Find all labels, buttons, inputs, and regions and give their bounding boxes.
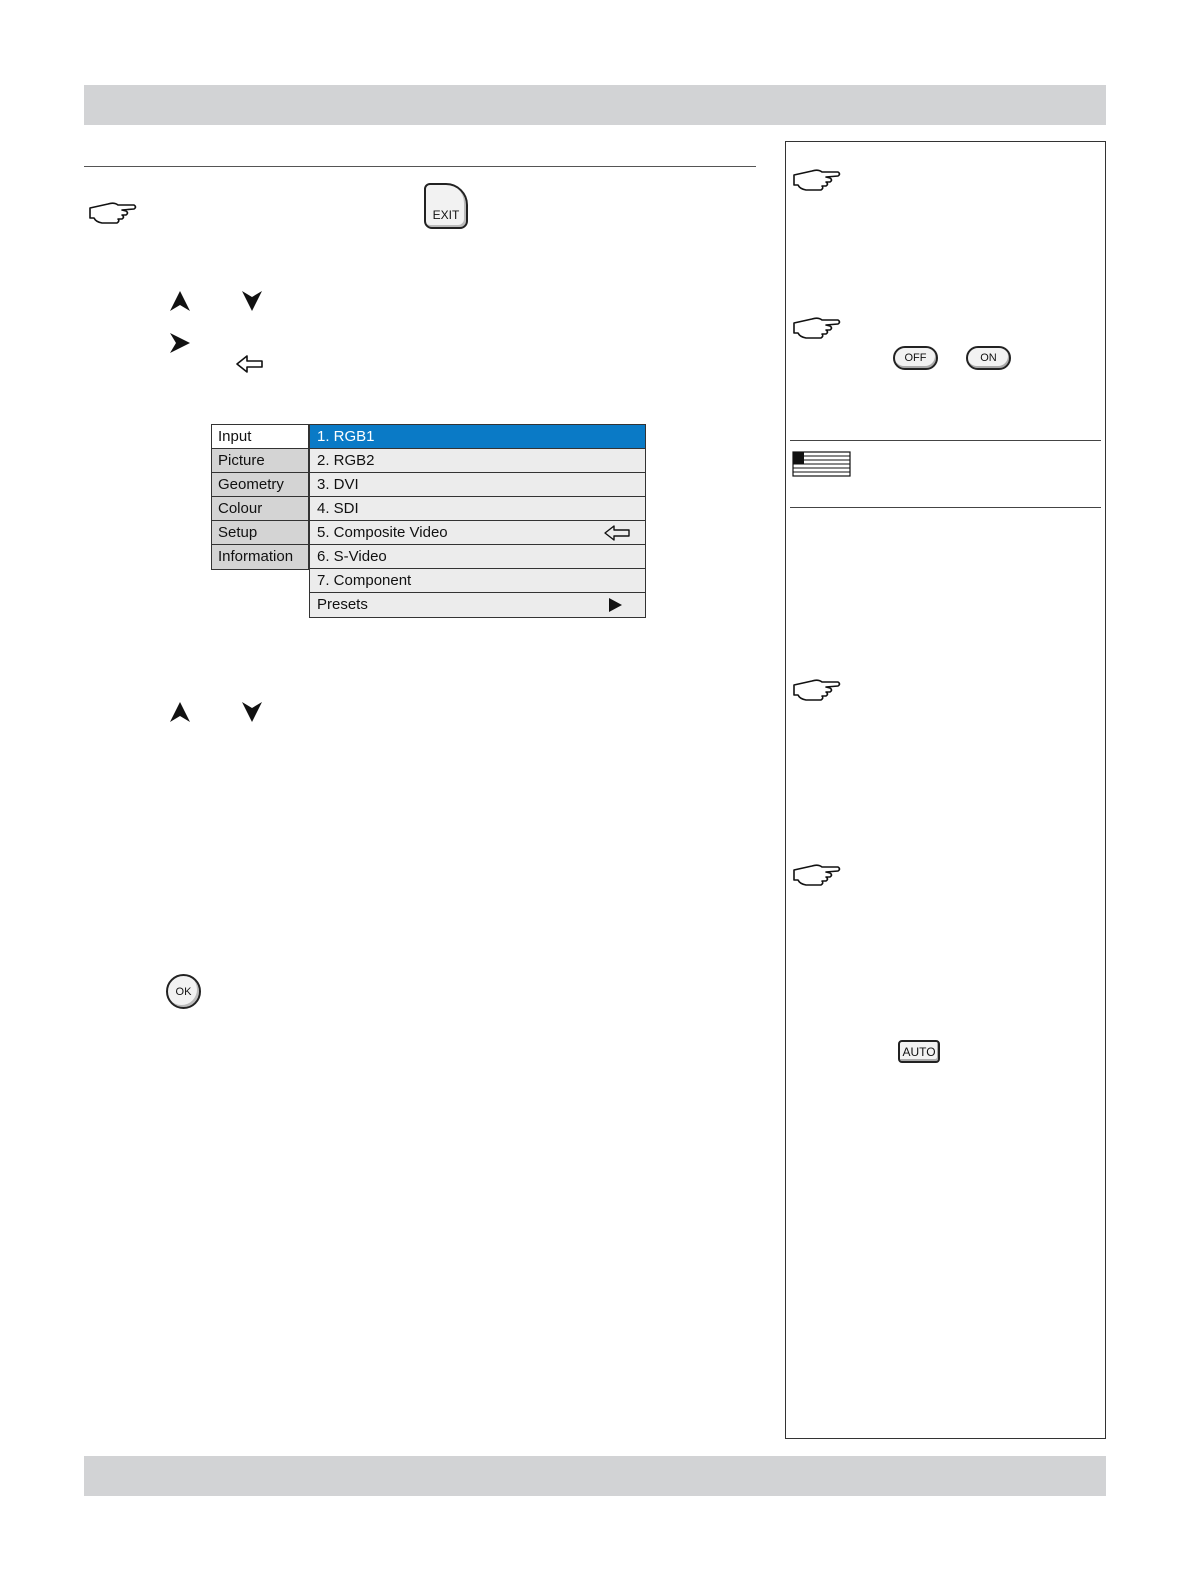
submenu-triangle-icon [607,596,623,614]
menu-item-label: 4. SDI [317,500,359,517]
header-band [84,85,1106,125]
menu-item-component[interactable] [310,569,645,593]
menu-tab-setup[interactable]: Setup [212,521,308,545]
auto-key: AUTO [898,1040,940,1063]
down-arrow-icon [239,288,265,314]
menu-item-label: 5. Composite Video [317,524,448,541]
sidebar-divider [790,440,1101,441]
right-arrow-icon [167,330,193,356]
menu-tab-picture[interactable]: Picture [212,449,308,473]
footer-band [84,1456,1106,1496]
ok-key: OK [166,974,201,1009]
menu-tab-information[interactable]: Information [212,545,308,569]
up-arrow-icon [167,699,193,725]
exit-key: EXIT [424,183,468,229]
pointing-hand-icon [792,860,842,890]
pointing-hand-icon [88,198,138,228]
pointing-hand-icon [792,165,842,195]
on-key: ON [966,346,1011,370]
menu-tabs [211,424,309,570]
menu-item-label: 7. Component [317,572,412,589]
menu-item-sdi[interactable] [310,497,645,521]
menu-item-label: Presets [317,596,368,613]
left-outline-arrow-icon [235,353,265,375]
pointing-hand-icon [792,675,842,705]
menu-tab-colour[interactable]: Colour [212,497,308,521]
section-divider [84,166,756,167]
note-icon [792,451,851,477]
input-menu-list [309,424,646,618]
current-input-arrow-icon [603,524,631,542]
sidebar-divider [790,507,1101,508]
down-arrow-icon [239,699,265,725]
up-arrow-icon [167,288,193,314]
off-key: OFF [893,346,938,370]
menu-tab-input[interactable]: Input [212,425,308,449]
menu-item-label: 6. S-Video [317,548,387,565]
menu-item-rgb1[interactable] [310,425,645,449]
menu-item-label: 3. DVI [317,476,359,493]
menu-item-presets[interactable] [310,593,645,617]
pointing-hand-icon [792,313,842,343]
menu-item-s-video[interactable] [310,545,645,569]
menu-item-label: 2. RGB2 [317,452,375,469]
menu-item-rgb2[interactable] [310,449,645,473]
menu-tab-geometry[interactable]: Geometry [212,473,308,497]
menu-item-composite-video[interactable] [310,521,645,545]
menu-item-label: 1. RGB1 [317,428,375,445]
menu-item-dvi[interactable] [310,473,645,497]
